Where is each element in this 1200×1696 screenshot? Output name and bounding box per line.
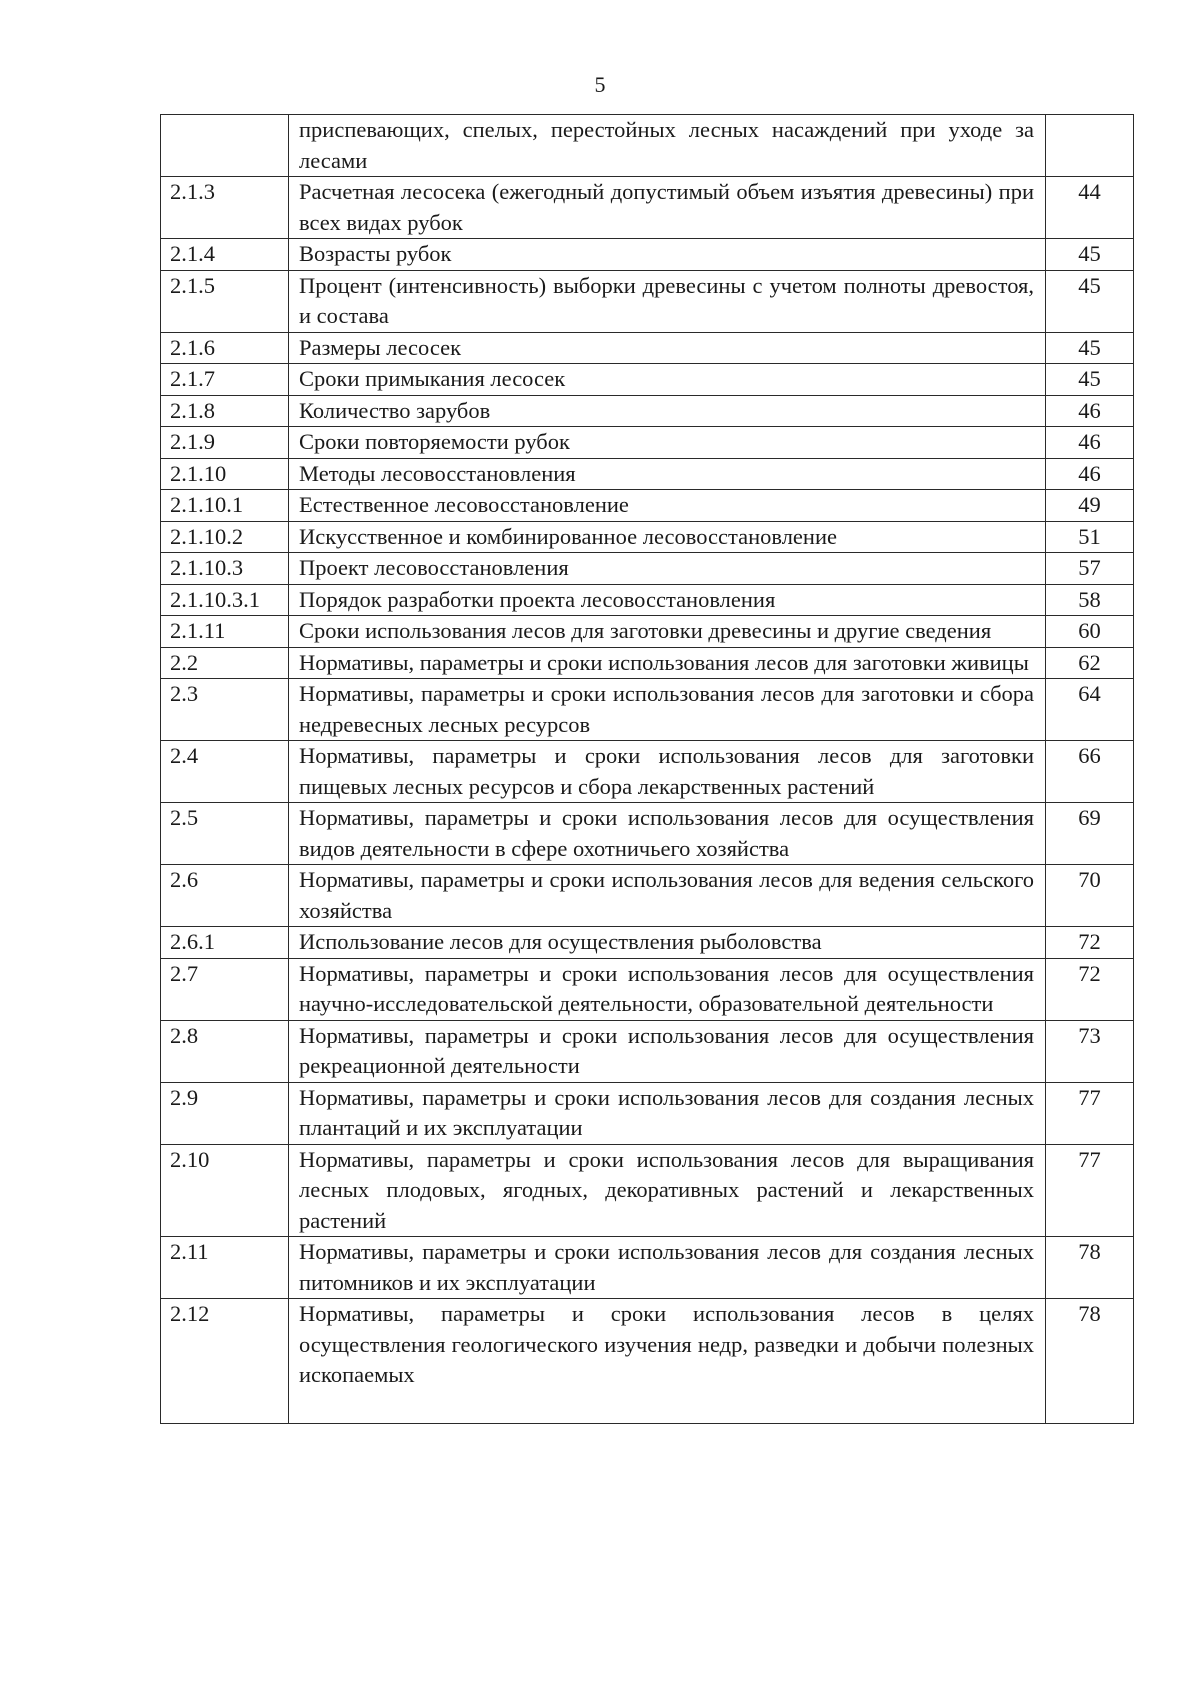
toc-row xyxy=(161,521,1134,553)
page-reference: 49 xyxy=(1046,490,1134,522)
toc-row xyxy=(161,332,1134,364)
toc-row xyxy=(161,865,1134,927)
section-number: 2.6.1 xyxy=(161,927,289,959)
toc-row xyxy=(161,1082,1134,1144)
section-number: 2.9 xyxy=(161,1082,289,1144)
page-reference: 44 xyxy=(1046,177,1134,239)
section-title: Сроки примыкания лесосек xyxy=(289,364,1046,396)
page-reference: 45 xyxy=(1046,364,1134,396)
toc-row xyxy=(161,364,1134,396)
section-title: Нормативы, параметры и сроки использования лесов для выращивания лесных плодовых, ягодных, декоративных растений и лекарственных растений xyxy=(289,1144,1046,1237)
section-number: 2.10 xyxy=(161,1144,289,1237)
section-number: 2.1.10.3.1 xyxy=(161,584,289,616)
section-number: 2.7 xyxy=(161,958,289,1020)
toc-row xyxy=(161,647,1134,679)
page-reference: 78 xyxy=(1046,1237,1134,1299)
page-number: 5 xyxy=(594,72,606,97)
section-number: 2.4 xyxy=(161,741,289,803)
page-reference: 46 xyxy=(1046,427,1134,459)
section-number: 2.1.3 xyxy=(161,177,289,239)
section-number: 2.11 xyxy=(161,1237,289,1299)
page-reference: 78 xyxy=(1046,1299,1134,1424)
section-title: Использование лесов для осуществления рыболовства xyxy=(289,927,1046,959)
toc-row xyxy=(161,1020,1134,1082)
section-title: Методы лесовосстановления xyxy=(289,458,1046,490)
section-number: 2.1.7 xyxy=(161,364,289,396)
section-title: Нормативы, параметры и сроки использования лесов для создания лесных плантаций и их эксплуатации xyxy=(289,1082,1046,1144)
toc-row xyxy=(161,115,1134,177)
page-reference: 45 xyxy=(1046,270,1134,332)
section-title: Процент (интенсивность) выборки древесины с учетом полноты древостоя, и состава xyxy=(289,270,1046,332)
toc-row xyxy=(161,679,1134,741)
section-number xyxy=(161,115,289,177)
section-number: 2.1.10.2 xyxy=(161,521,289,553)
section-number: 2.1.4 xyxy=(161,239,289,271)
section-title: Расчетная лесосека (ежегодный допустимый объем изъятия древесины) при всех видах рубок xyxy=(289,177,1046,239)
section-title: Размеры лесосек xyxy=(289,332,1046,364)
page-reference xyxy=(1046,115,1134,177)
section-title: Нормативы, параметры и сроки использования лесов для ведения сельского хозяйства xyxy=(289,865,1046,927)
toc-row xyxy=(161,741,1134,803)
toc-row xyxy=(161,584,1134,616)
section-title: Нормативы, параметры и сроки использования лесов для осуществления научно-исследовательской деятельности, образовательной деятельности xyxy=(289,958,1046,1020)
section-number: 2.1.5 xyxy=(161,270,289,332)
page-reference: 60 xyxy=(1046,616,1134,648)
toc-row xyxy=(161,177,1134,239)
section-number: 2.8 xyxy=(161,1020,289,1082)
page-reference: 46 xyxy=(1046,458,1134,490)
page-reference: 66 xyxy=(1046,741,1134,803)
section-number: 2.1.10.1 xyxy=(161,490,289,522)
page-reference: 64 xyxy=(1046,679,1134,741)
section-title: Естественное лесовосстановление xyxy=(289,490,1046,522)
section-title: Нормативы, параметры и сроки использования лесов для создания лесных питомников и их эксплуатации xyxy=(289,1237,1046,1299)
page-reference: 70 xyxy=(1046,865,1134,927)
toc-row xyxy=(161,616,1134,648)
page-reference: 72 xyxy=(1046,927,1134,959)
section-number: 2.1.9 xyxy=(161,427,289,459)
toc-row xyxy=(161,553,1134,585)
section-title: Количество зарубов xyxy=(289,395,1046,427)
section-number: 2.5 xyxy=(161,803,289,865)
page-reference: 46 xyxy=(1046,395,1134,427)
toc-row xyxy=(161,803,1134,865)
section-title: приспевающих, спелых, перестойных лесных насаждений при уходе за лесами xyxy=(289,115,1046,177)
toc-row xyxy=(161,427,1134,459)
section-title: Нормативы, параметры и сроки использования лесов для осуществления видов деятельности в сфере охотничьего хозяйства xyxy=(289,803,1046,865)
section-title: Нормативы, параметры и сроки использования лесов для заготовки пищевых лесных ресурсов и сбора лекарственных растений xyxy=(289,741,1046,803)
toc-row xyxy=(161,458,1134,490)
section-title: Нормативы, параметры и сроки использования лесов для заготовки и сбора недревесных лесных ресурсов xyxy=(289,679,1046,741)
section-title: Сроки использования лесов для заготовки древесины и другие сведения xyxy=(289,616,1046,648)
table-of-contents xyxy=(160,114,1134,1424)
section-title: Возрасты рубок xyxy=(289,239,1046,271)
toc-row xyxy=(161,490,1134,522)
page-reference: 73 xyxy=(1046,1020,1134,1082)
toc-row xyxy=(161,395,1134,427)
toc-row xyxy=(161,1144,1134,1237)
section-title: Нормативы, параметры и сроки использования лесов для осуществления рекреационной деятельности xyxy=(289,1020,1046,1082)
section-title: Сроки повторяемости рубок xyxy=(289,427,1046,459)
toc-row xyxy=(161,1299,1134,1424)
section-title: Нормативы, параметры и сроки использования лесов в целях осуществления геологического изучения недр, разведки и добычи полезных ископаемых xyxy=(289,1299,1046,1424)
page-reference: 45 xyxy=(1046,332,1134,364)
section-title: Нормативы, параметры и сроки использования лесов для заготовки живицы xyxy=(289,647,1046,679)
page-reference: 58 xyxy=(1046,584,1134,616)
section-number: 2.1.6 xyxy=(161,332,289,364)
toc-row xyxy=(161,958,1134,1020)
toc-row xyxy=(161,239,1134,271)
section-title: Проект лесовосстановления xyxy=(289,553,1046,585)
section-number: 2.1.10 xyxy=(161,458,289,490)
section-number: 2.3 xyxy=(161,679,289,741)
toc-row xyxy=(161,1237,1134,1299)
section-number: 2.1.10.3 xyxy=(161,553,289,585)
toc-row xyxy=(161,270,1134,332)
toc-row xyxy=(161,927,1134,959)
toc-body xyxy=(161,115,1134,1424)
page-reference: 77 xyxy=(1046,1082,1134,1144)
section-number: 2.12 xyxy=(161,1299,289,1424)
section-number: 2.1.11 xyxy=(161,616,289,648)
page-reference: 69 xyxy=(1046,803,1134,865)
page-reference: 72 xyxy=(1046,958,1134,1020)
section-number: 2.2 xyxy=(161,647,289,679)
page-reference: 62 xyxy=(1046,647,1134,679)
page-reference: 57 xyxy=(1046,553,1134,585)
section-title: Искусственное и комбинированное лесовосстановление xyxy=(289,521,1046,553)
section-number: 2.1.8 xyxy=(161,395,289,427)
section-title: Порядок разработки проекта лесовосстановления xyxy=(289,584,1046,616)
page-reference: 77 xyxy=(1046,1144,1134,1237)
page-reference: 51 xyxy=(1046,521,1134,553)
section-number: 2.6 xyxy=(161,865,289,927)
page-reference: 45 xyxy=(1046,239,1134,271)
